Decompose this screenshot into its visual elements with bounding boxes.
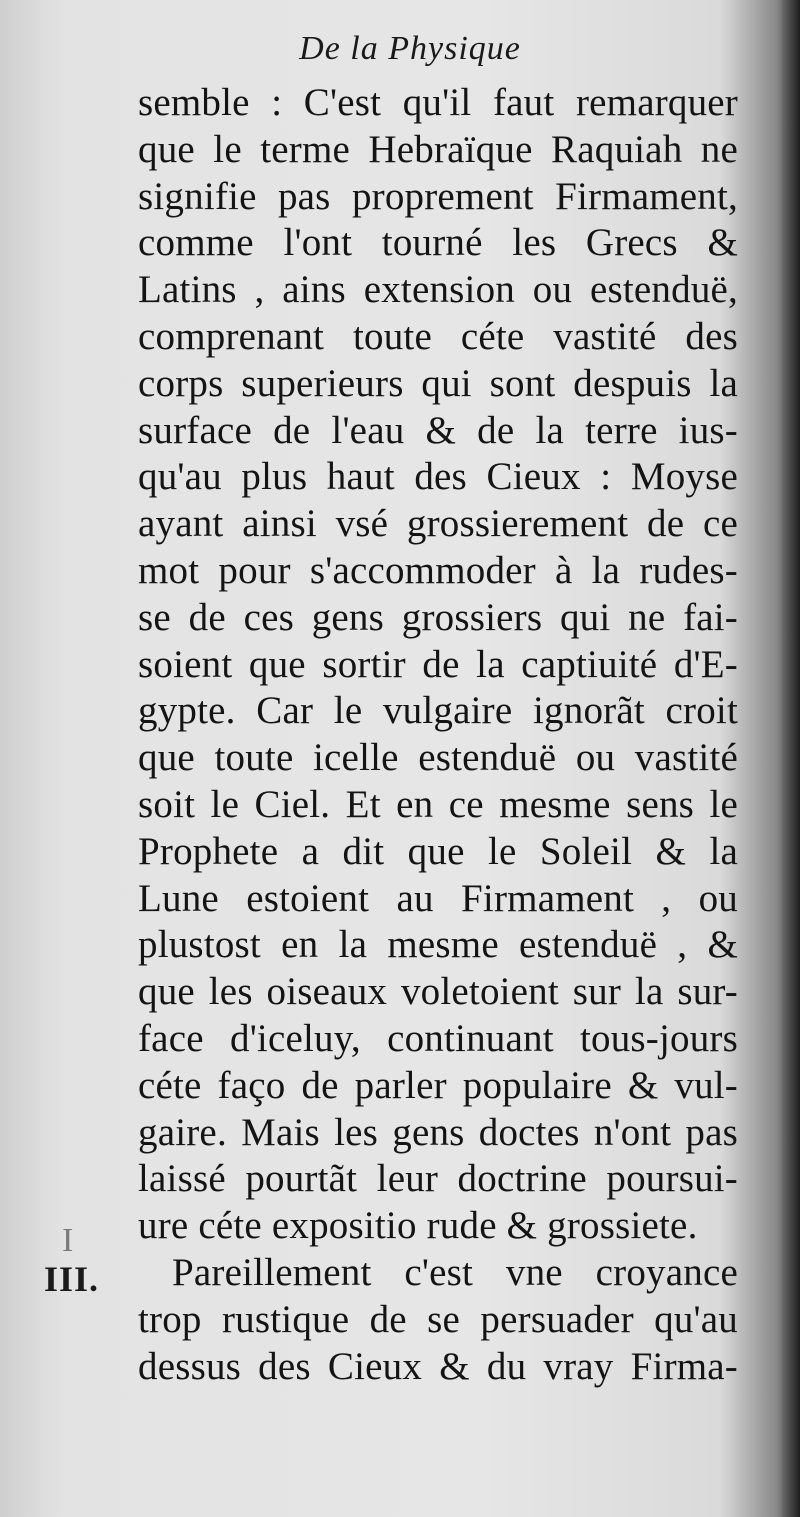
text-line: face d'iceluy, continuant tous-jours (138, 1016, 738, 1060)
text-line: mot pour s'accommoder à la rudes- (138, 548, 738, 592)
text-line: trop rustique de se persuader qu'au (138, 1297, 738, 1341)
text-line: Lune estoient au Firmament , ou (138, 876, 738, 920)
text-line: comme l'ont tourné les Grecs & (138, 221, 738, 265)
text-line: Pareillement c'est vne croyance (172, 1250, 738, 1294)
text-line: signifie pas proprement Firmament, (138, 174, 738, 218)
text-line: Latins , ains extension ou estenduë, (138, 268, 738, 312)
text-line: qu'au plus haut des Cieux : Moyse (138, 455, 738, 499)
section-number: III. (44, 1259, 100, 1299)
text-line: Prophete a dit que le Soleil & la (138, 829, 738, 873)
text-line: plustost en la mesme estenduë , & (138, 923, 738, 967)
text-line: semble : C'est qu'il faut remarquer (138, 81, 738, 124)
text-line: que toute icelle estenduë ou vastité (138, 736, 738, 780)
body-text (138, 80, 738, 1390)
text-line: que les oiseaux voletoient sur la sur- (138, 970, 738, 1014)
running-header: De la Physique (299, 30, 521, 67)
text-line: gaire. Mais les gens doctes n'ont pas (138, 1110, 738, 1154)
text-line: comprenant toute céte vastité des (138, 314, 738, 358)
text-line: surface de l'eau & de la terre ius- (138, 408, 738, 452)
text-line: corps superieurs qui sont despuis la (138, 361, 738, 405)
text-line: soient que sortir de la captiuité d'E- (138, 642, 738, 686)
margin-mark-faint: I (62, 1222, 74, 1259)
text-line: se de ces gens grossiers qui ne fai- (138, 595, 738, 639)
text-line: que le terme Hebraïque Raquiah ne (138, 127, 738, 171)
text-line: gypte. Car le vulgaire ignorãt croit (138, 689, 738, 733)
text-line: laissé pourtãt leur doctrine poursui- (138, 1157, 738, 1201)
book-spine-shadow (782, 0, 800, 1517)
text-line: soit le Ciel. Et en ce mesme sens le (138, 782, 738, 826)
text-line: céte faço de parler populaire & vul- (138, 1063, 738, 1107)
text-line: ure céte expositio rude & grossiete. (138, 1204, 698, 1248)
text-line: dessus des Cieux & du vray Firma- (138, 1344, 738, 1388)
text-line: ayant ainsi vsé grossierement de ce (138, 502, 738, 546)
